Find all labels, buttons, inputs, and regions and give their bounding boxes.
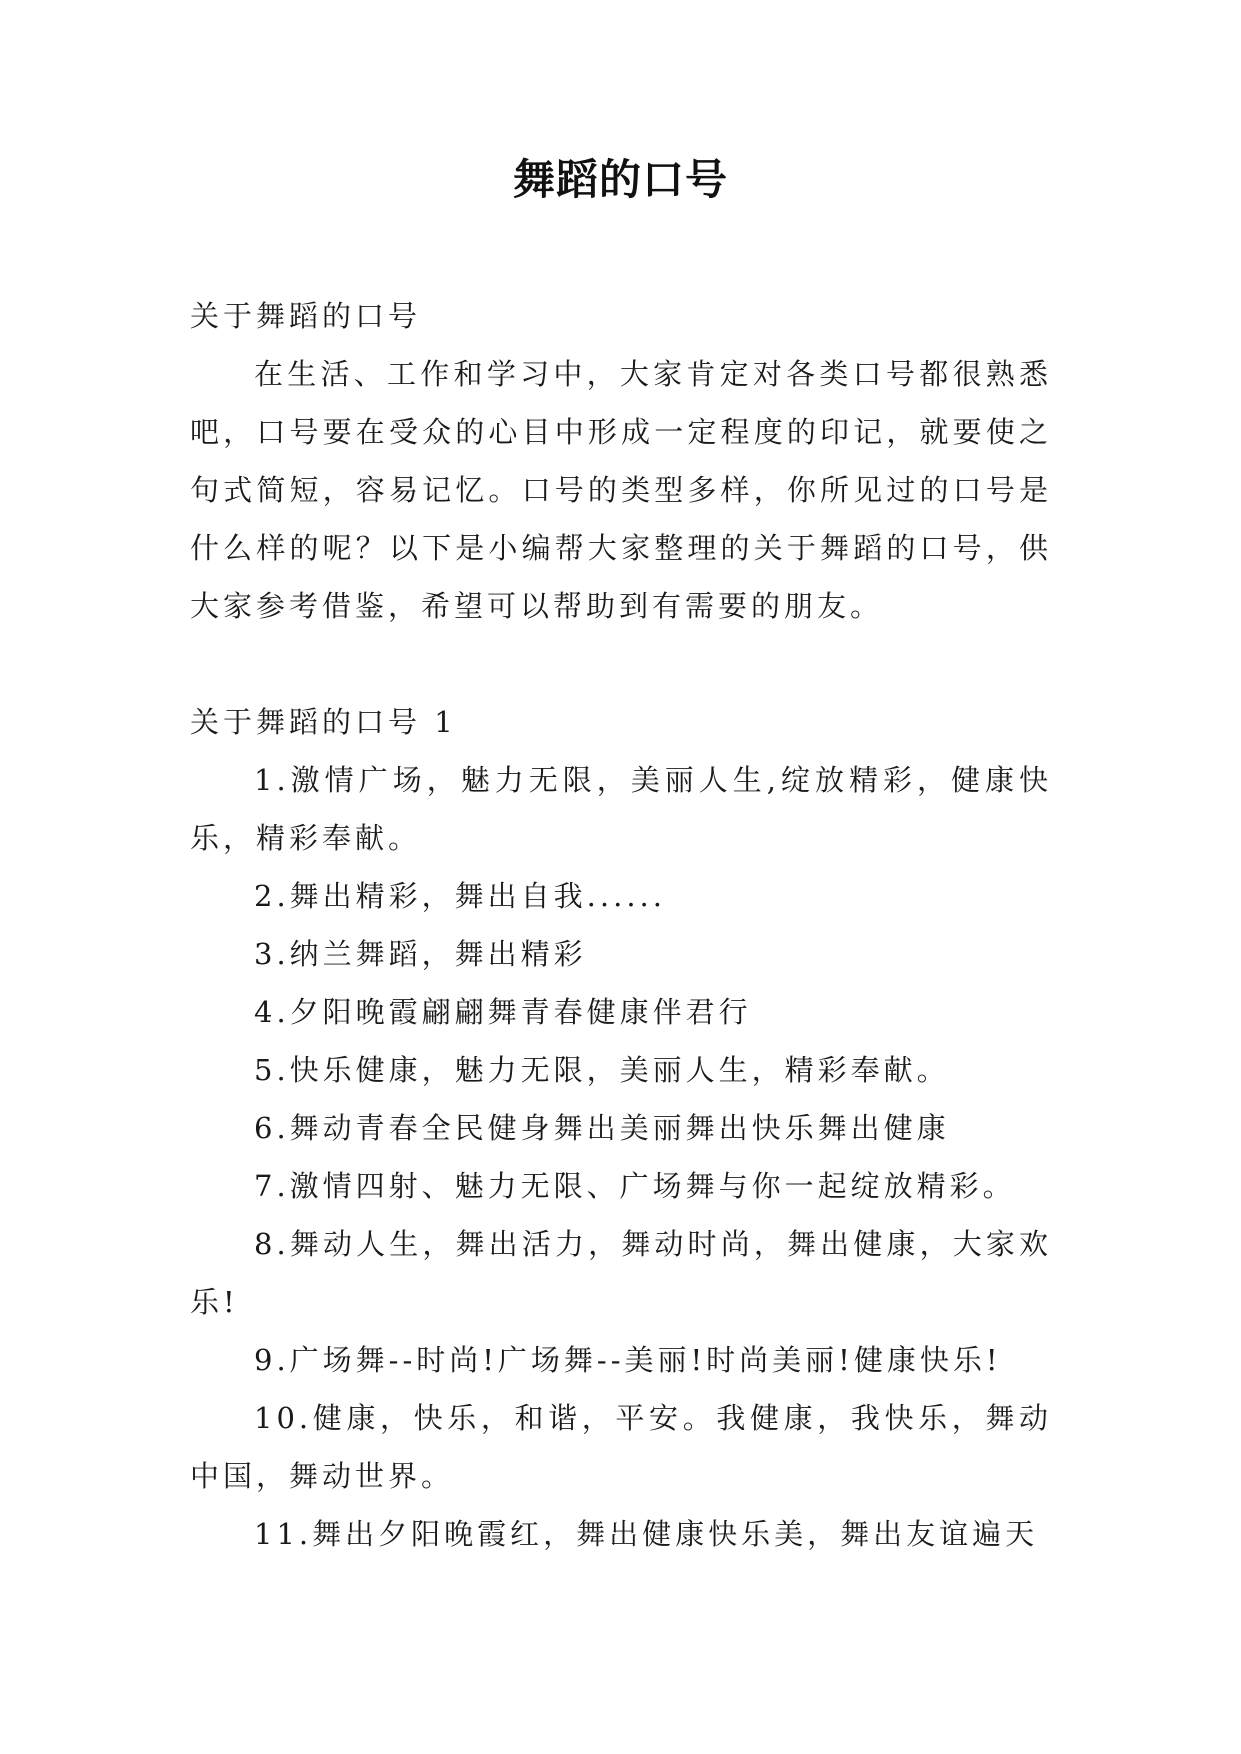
slogan-item: 7.激情四射、魅力无限、广场舞与你一起绽放精彩。 [254, 1169, 1016, 1203]
slogan-item: 1.激情广场，魅力无限，美丽人生,绽放精彩，健康快乐，精彩奉献。 [190, 763, 1052, 855]
slogan-item: 11.舞出夕阳晚霞红，舞出健康快乐美，舞出友谊遍天 [254, 1517, 1039, 1551]
section-heading: 关于舞蹈的口号 1 [190, 705, 457, 739]
slogan-item: 10.健康，快乐，和谐，平安。我健康，我快乐，舞动中国，舞动世界。 [190, 1401, 1052, 1493]
paragraph-spacer [190, 635, 1052, 693]
intro-heading: 关于舞蹈的口号 [190, 299, 422, 333]
slogan-item: 5.快乐健康，魅力无限，美丽人生，精彩奉献。 [254, 1053, 950, 1087]
slogan-item: 3.纳兰舞蹈，舞出精彩 [254, 937, 587, 971]
document-body [190, 287, 1052, 1563]
slogan-item: 2.舞出精彩，舞出自我...... [254, 879, 666, 913]
slogan-item: 4.夕阳晚霞翩翩舞青春健康伴君行 [254, 995, 752, 1029]
slogan-item: 9.广场舞--时尚!广场舞--美丽!时尚美丽!健康快乐! [254, 1343, 1002, 1377]
intro-paragraph: 在生活、工作和学习中，大家肯定对各类口号都很熟悉吧，口号要在受众的心目中形成一定程度的印记，就要使之句式简短，容易记忆。口号的类型多样，你所见过的口号是什么样的呢？以下是小编帮大家整理的关于舞蹈的口号，供大家参考借鉴，希望可以帮助到有需要的朋友。 [190, 357, 1052, 623]
document-title: 舞蹈的口号 [512, 155, 728, 204]
slogan-item: 6.舞动青春全民健身舞出美丽舞出快乐舞出健康 [254, 1111, 950, 1145]
slogan-item: 8.舞动人生，舞出活力，舞动时尚，舞出健康，大家欢乐! [190, 1227, 1052, 1319]
